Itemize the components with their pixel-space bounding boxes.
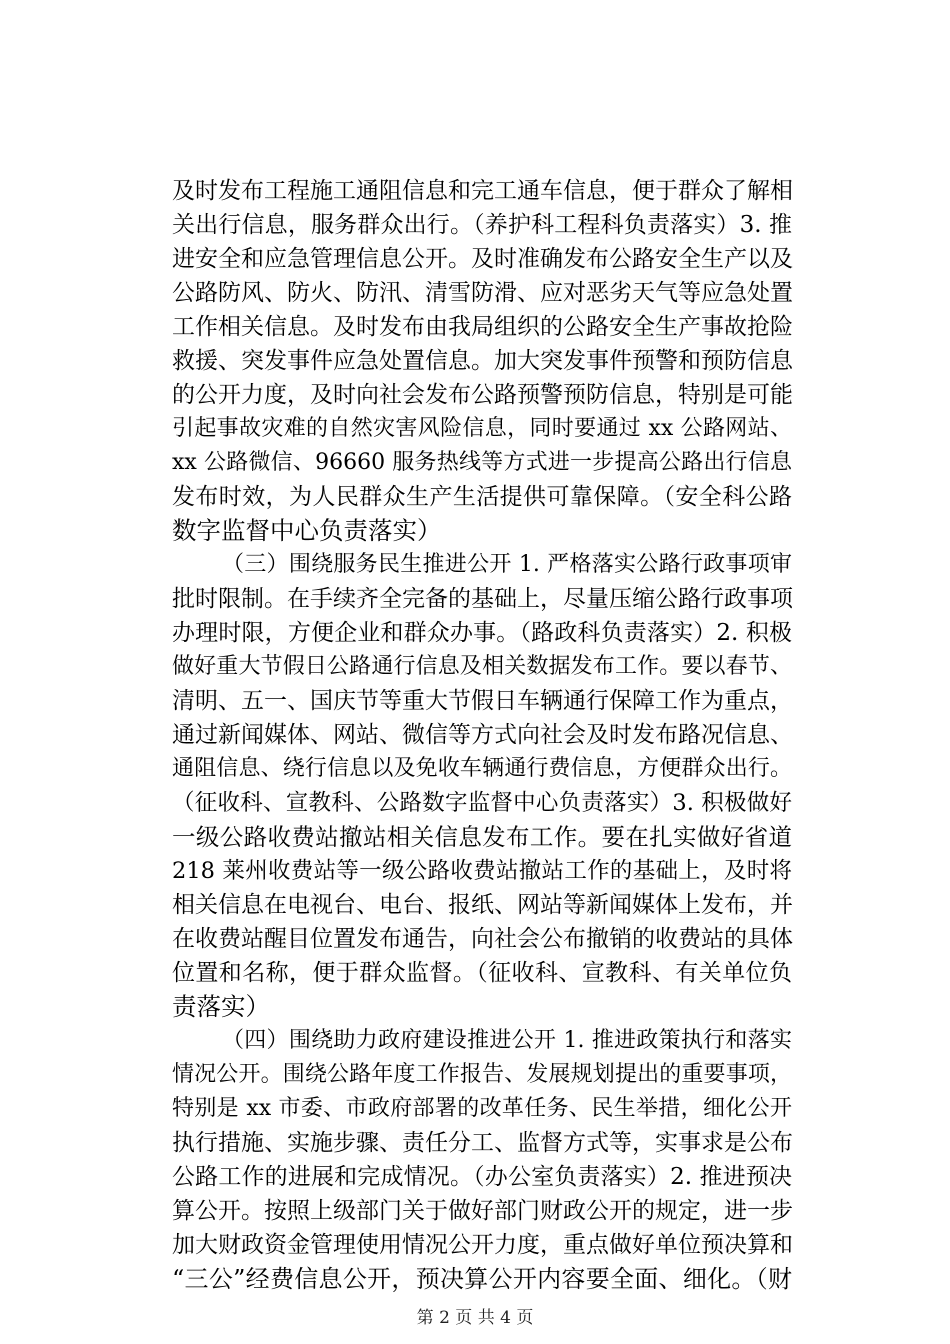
body-line: 的公开力度，及时向社会发布公路预警预防信息，特别是可能: [172, 382, 793, 408]
body-line: “三公”经费信息公开，预决算公开内容要全面、细化。（财: [172, 1265, 792, 1293]
body-line: 执行措施、实施步骤、责任分工、监督方式等，实事求是公布: [172, 1130, 793, 1156]
body-line: 引起事故灾难的自然灾害风险信息，同时要通过 xx 公路网站、: [172, 416, 792, 441]
body-line: 清明、五一、国庆节等重大节假日车辆通行保障工作为重点，: [172, 688, 793, 714]
body-line: 相关信息在电视台、电台、报纸、网站等新闻媒体上发布，并: [172, 892, 793, 918]
body-line: 做好重大节假日公路通行信息及相关数据发布工作。要以春节、: [172, 654, 792, 679]
body-line: 特别是 xx 市委、市政府部署的改革任务、民生举措，细化公开: [172, 1096, 792, 1121]
section-heading-line: （四）围绕助力政府建设推进公开 1. 推进政策执行和落实: [222, 1028, 792, 1053]
body-line: 通阻信息、绕行信息以及免收车辆通行费信息，方便群众出行。: [172, 756, 792, 781]
body-line: 公路防风、防火、防汛、清雪防滑、应对恶劣天气等应急处置: [172, 280, 793, 306]
body-line: 批时限制。在手续齐全完备的基础上，尽量压缩公路行政事项: [172, 586, 793, 612]
body-line: （征收科、宣教科、公路数字监督中心负责落实）3. 积极做好: [172, 790, 792, 816]
body-line: 公路工作的进展和完成情况。（办公室负责落实）2. 推进预决: [172, 1164, 792, 1190]
body-line: 加大财政资金管理使用情况公开力度，重点做好单位预决算和: [172, 1232, 793, 1258]
body-line: 情况公开。围绕公路年度工作报告、发展规划提出的重要事项，: [172, 1062, 792, 1087]
body-line: 位置和名称，便于群众监督。（征收科、宣教科、有关单位负: [172, 960, 792, 986]
body-line: 数字监督中心负责落实）: [172, 516, 442, 545]
body-line: 工作相关信息。及时发布由我局组织的公路安全生产事故抢险: [172, 314, 793, 340]
page-number-footer: 第 2 页 共 4 页: [416, 1308, 534, 1328]
body-line: 通过新闻媒体、网站、微信等方式向社会及时发布路况信息、: [172, 722, 793, 748]
body-line: 进安全和应急管理信息公开。及时准确发布公路安全生产以及: [172, 246, 793, 272]
body-line: 关出行信息，服务群众出行。（养护科工程科负责落实）3. 推: [172, 212, 792, 238]
body-line: 一级公路收费站撤站相关信息发布工作。要在扎实做好省道: [172, 823, 792, 851]
body-line: xx 公路微信、96660 服务热线等方式进一步提高公路出行信息: [172, 450, 792, 475]
body-line: 及时发布工程施工通阻信息和完工通车信息，便于群众了解相: [172, 178, 793, 204]
body-line: 在收费站醒目位置发布通告，向社会公布撤销的收费站的具体: [172, 926, 793, 952]
body-line: 办理时限，方便企业和群众办事。（路政科负责落实）2. 积极: [172, 620, 792, 646]
section-heading-line: （三）围绕服务民生推进公开 1. 严格落实公路行政事项审: [222, 552, 792, 577]
body-line: 发布时效，为人民群众生产生活提供可靠保障。（安全科公路: [172, 484, 792, 510]
body-line: 算公开。按照上级部门关于做好部门财政公开的规定，进一步: [172, 1198, 793, 1224]
body-line: 218 莱州收费站等一级公路收费站撤站工作的基础上，及时将: [172, 858, 792, 884]
body-line: 责落实）: [172, 992, 270, 1021]
body-line: 救援、突发事件应急处置信息。加大突发事件预警和预防信息: [172, 348, 793, 374]
